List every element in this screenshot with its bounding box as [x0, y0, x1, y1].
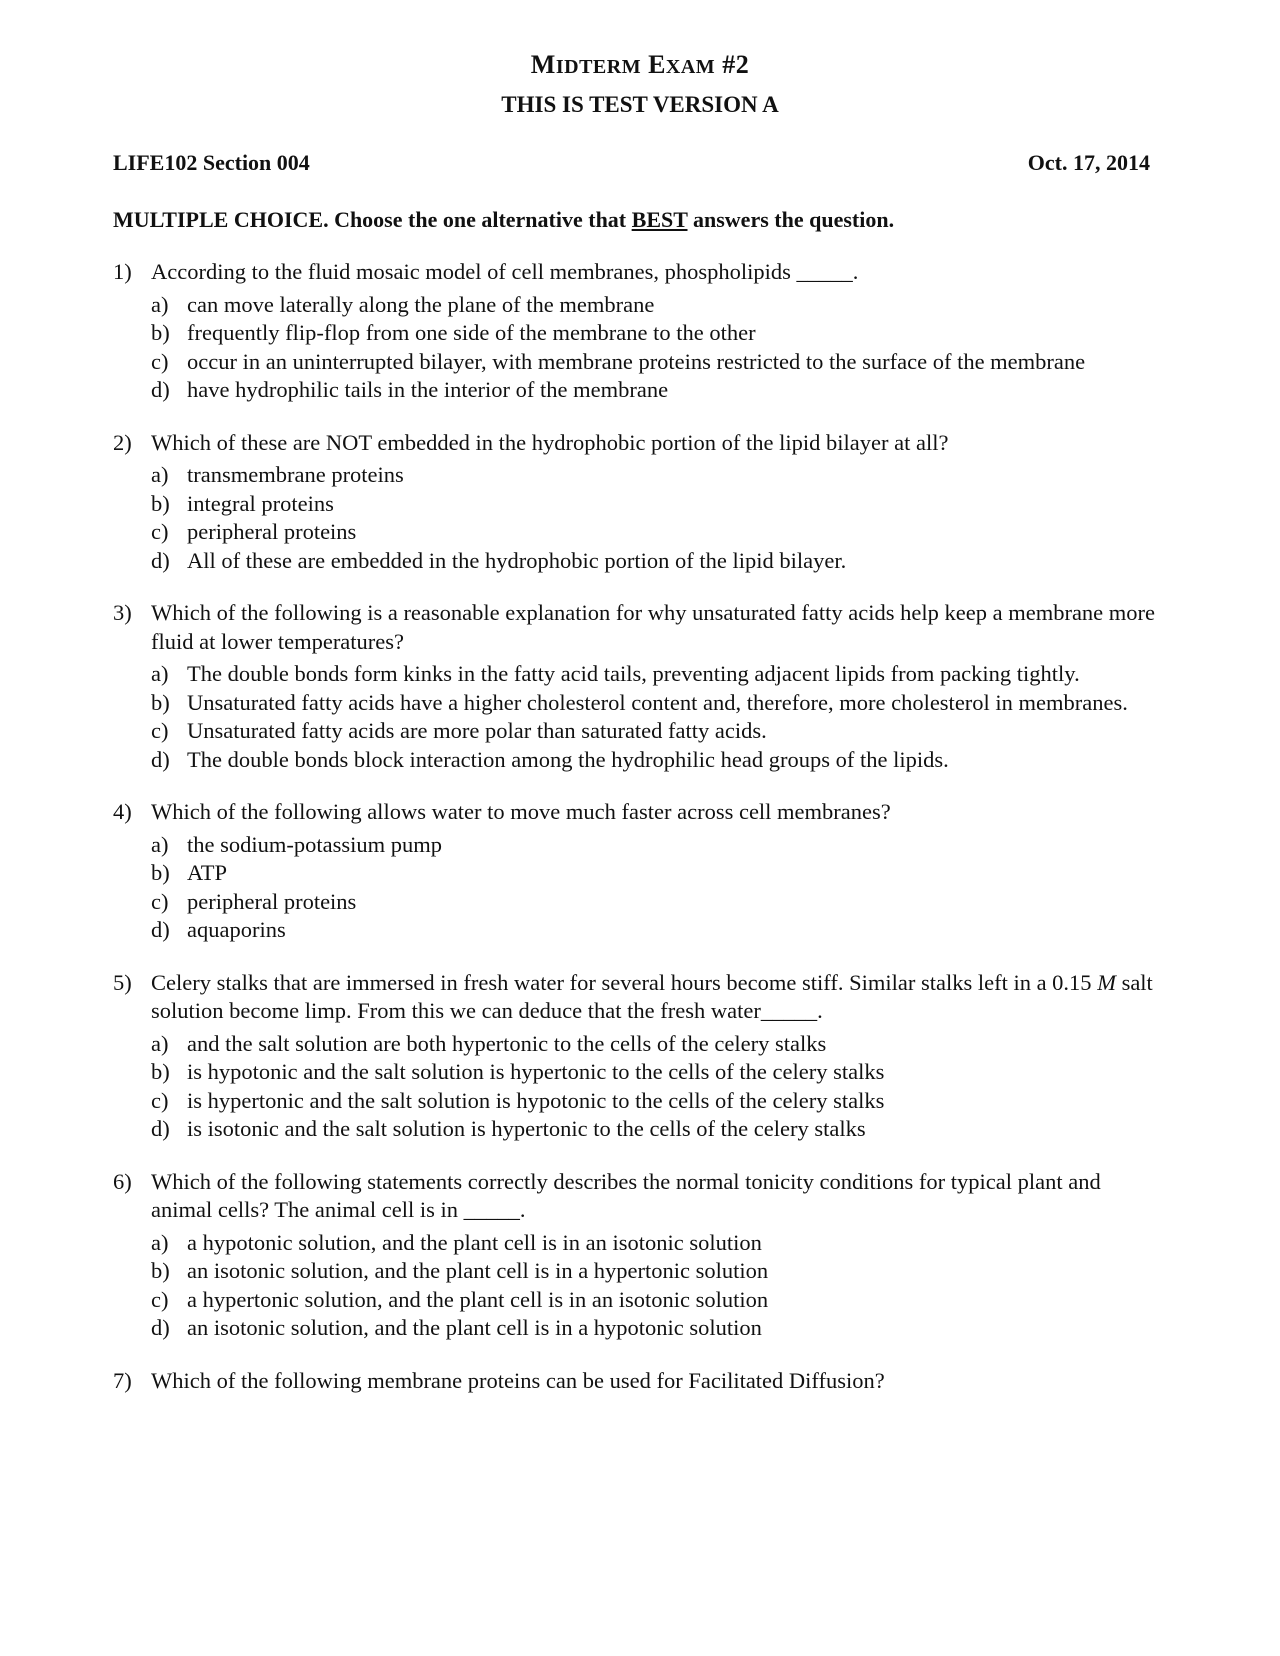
option-letter: b)	[151, 1059, 170, 1084]
test-version: THIS IS TEST VERSION A	[501, 92, 779, 117]
option-d	[151, 916, 1158, 945]
question-number: 3)	[113, 600, 132, 625]
option-d	[151, 376, 1158, 405]
option-letter: a)	[151, 1030, 169, 1056]
question-3	[113, 599, 1158, 774]
option-letter: b)	[151, 689, 170, 715]
option-b	[151, 1058, 1158, 1087]
option-list	[151, 1030, 1158, 1144]
option-text: and the salt solution are both hypertonic to the cells of the celery stalks	[187, 1030, 827, 1056]
question-text: Which of the following statements correctly describes the normal tonicity conditions for typical plant and animal cells? The animal cell is in _____.	[151, 1168, 1101, 1222]
option-text: peripheral proteins	[187, 519, 357, 544]
option-letter: a)	[151, 462, 169, 487]
option-text: The double bonds block interaction among the hydrophilic head groups of the lipids.	[187, 746, 949, 772]
option-text: is isotonic and the salt solution is hypertonic to the cells of the celery stalks	[187, 1116, 866, 1141]
option-c	[151, 1286, 1158, 1315]
question-text: Which of the following allows water to move much faster across cell membranes?	[151, 799, 891, 824]
option-list	[151, 291, 1158, 405]
question-number: 5)	[113, 969, 132, 995]
option-letter: a)	[151, 291, 169, 317]
question-number: 7)	[113, 1367, 132, 1393]
question-text-after: salt solution become limp. From this we can deduce that the fresh water_____.	[151, 969, 1153, 1023]
title-number: #2	[722, 50, 750, 79]
option-text: Unsaturated fatty acids have a higher cholesterol content and, therefore, more cholesterol in membranes.	[187, 689, 1128, 715]
option-letter: c)	[151, 718, 169, 743]
exam-title	[0, 50, 1280, 80]
option-list	[151, 831, 1158, 945]
question-text: Which of these are NOT embedded in the hydrophobic portion of the lipid bilayer at all?	[151, 429, 949, 455]
instructions	[113, 207, 894, 233]
instructions-before: MULTIPLE CHOICE. Choose the one alternative that	[113, 207, 632, 232]
option-letter: c)	[151, 888, 169, 914]
option-letter: d)	[151, 1315, 170, 1340]
option-letter: a)	[151, 661, 169, 686]
option-d	[151, 1115, 1158, 1144]
option-text: All of these are embedded in the hydrophobic portion of the lipid bilayer.	[187, 547, 847, 573]
question-text	[151, 969, 1158, 1026]
option-d	[151, 1314, 1158, 1343]
option-letter: b)	[151, 1258, 170, 1283]
question-5	[113, 969, 1158, 1144]
option-text: occur in an uninterrupted bilayer, with membrane proteins restricted to the surface of the membrane	[187, 348, 1086, 374]
option-letter: c)	[151, 519, 169, 544]
option-d	[151, 746, 1158, 775]
option-a	[151, 461, 1158, 490]
option-text: The double bonds form kinks in the fatty acid tails, preventing adjacent lipids from packing tightly.	[187, 661, 1080, 686]
option-d	[151, 547, 1158, 576]
option-text: can move laterally along the plane of the membrane	[187, 291, 655, 317]
option-b	[151, 859, 1158, 888]
option-text: transmembrane proteins	[187, 462, 404, 487]
option-letter: b)	[151, 320, 170, 345]
instructions-emphasis: BEST	[631, 207, 688, 232]
option-letter: d)	[151, 746, 170, 772]
exam-date: Oct. 17, 2014	[1027, 150, 1150, 175]
option-letter: c)	[151, 1087, 169, 1113]
title-rest-2: XAM	[665, 56, 716, 78]
option-letter: a)	[151, 831, 169, 857]
option-letter: a)	[151, 1229, 169, 1255]
option-text: have hydrophilic tails in the interior of the membrane	[187, 377, 669, 402]
option-list	[151, 1229, 1158, 1343]
question-number: 2)	[113, 429, 132, 455]
question-list	[113, 258, 1158, 1419]
option-text: a hypotonic solution, and the plant cell is in an isotonic solution	[187, 1229, 762, 1255]
option-b	[151, 1257, 1158, 1286]
option-text: an isotonic solution, and the plant cell is in a hypotonic solution	[187, 1315, 762, 1340]
option-a	[151, 1229, 1158, 1258]
option-text: an isotonic solution, and the plant cell is in a hypertonic solution	[187, 1258, 769, 1283]
question-4	[113, 798, 1158, 945]
option-letter: b)	[151, 490, 170, 516]
option-c	[151, 348, 1158, 377]
option-text: integral proteins	[187, 490, 334, 516]
question-2	[113, 429, 1158, 576]
option-letter: d)	[151, 917, 170, 942]
option-list	[151, 461, 1158, 575]
molarity-symbol: M	[1097, 969, 1116, 995]
option-text: aquaporins	[187, 917, 286, 942]
option-c	[151, 1087, 1158, 1116]
course-section: LIFE102 Section 004	[113, 150, 310, 175]
option-b	[151, 689, 1158, 718]
option-text: Unsaturated fatty acids are more polar than saturated fatty acids.	[187, 718, 767, 743]
title-letter-1: M	[530, 50, 556, 79]
question-number: 6)	[113, 1168, 132, 1194]
option-a	[151, 291, 1158, 320]
option-a	[151, 1030, 1158, 1059]
option-text: a hypertonic solution, and the plant cell is in an isotonic solution	[187, 1286, 769, 1312]
option-text: frequently flip-flop from one side of the membrane to the other	[187, 320, 756, 345]
option-c	[151, 717, 1158, 746]
option-text: peripheral proteins	[187, 888, 357, 914]
option-b	[151, 319, 1158, 348]
question-number: 4)	[113, 799, 132, 824]
option-letter: d)	[151, 547, 170, 573]
question-7	[113, 1367, 1158, 1396]
option-letter: c)	[151, 1286, 169, 1312]
title-letter-2: E	[648, 50, 666, 79]
option-a	[151, 660, 1158, 689]
question-1	[113, 258, 1158, 405]
option-a	[151, 831, 1158, 860]
option-letter: b)	[151, 860, 170, 885]
option-list	[151, 660, 1158, 774]
option-text: is hypertonic and the salt solution is hypotonic to the cells of the celery stalks	[187, 1087, 885, 1113]
instructions-after: answers the question.	[687, 207, 895, 232]
question-number: 1)	[113, 259, 132, 284]
question-text: Which of the following is a reasonable explanation for why unsaturated fatty acids help keep a membrane more fluid at lower temperatures?	[151, 600, 1156, 654]
option-letter: c)	[151, 348, 169, 374]
question-6	[113, 1168, 1158, 1343]
option-text: the sodium-potassium pump	[187, 831, 442, 857]
option-letter: d)	[151, 1116, 170, 1141]
question-text: Which of the following membrane proteins can be used for Facilitated Diffusion?	[151, 1367, 885, 1393]
option-c	[151, 518, 1158, 547]
option-c	[151, 888, 1158, 917]
title-rest-1: IDTERM	[555, 56, 642, 78]
option-text: ATP	[187, 860, 228, 885]
option-text: is hypotonic and the salt solution is hypertonic to the cells of the celery stalks	[187, 1059, 885, 1084]
question-text: According to the fluid mosaic model of cell membranes, phospholipids _____.	[151, 259, 859, 284]
option-b	[151, 490, 1158, 519]
option-letter: d)	[151, 377, 170, 402]
question-text-before: Celery stalks that are immersed in fresh water for several hours become stiff. Similar stalks left in a 0.15	[151, 969, 1098, 995]
